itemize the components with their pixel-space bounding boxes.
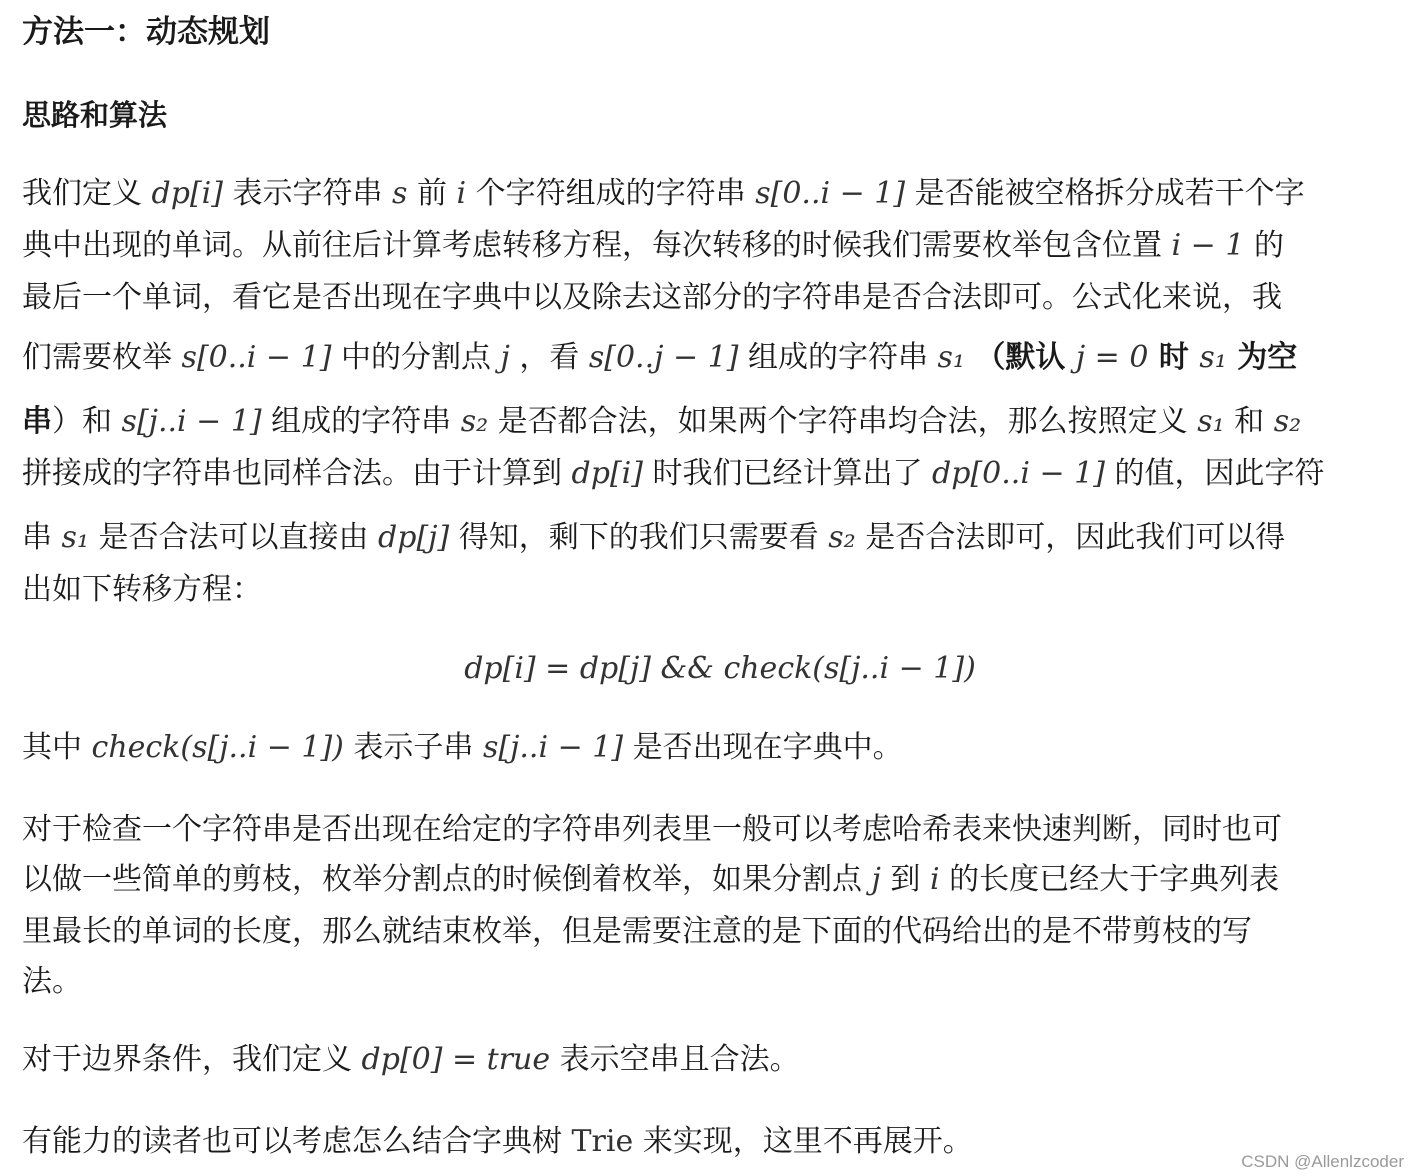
text-run: 是否合法即可，因此我们可以得 <box>855 520 1286 555</box>
text-run: 和 <box>1224 404 1274 439</box>
text-run: 法。 <box>22 964 82 999</box>
text-run: 是否出现在字典中。 <box>623 730 903 765</box>
text-run: ）和 <box>52 404 122 439</box>
math-expression: dp[0..i − 1] <box>932 456 1105 491</box>
math-expression: s[j..i − 1] <box>121 404 262 439</box>
math-expression: s[0..i − 1] <box>181 340 332 375</box>
text-run: 中的分割点 <box>331 340 501 375</box>
section-heading: 思路和算法 <box>22 98 168 132</box>
math-expression: Trie <box>571 1124 634 1159</box>
text-run: 得知，剩下的我们只需要看 <box>449 520 829 555</box>
text-run: 的长度已经大于字典列表 <box>939 862 1280 897</box>
bold-text: 时 <box>1148 340 1200 375</box>
text-line <box>22 1038 800 1082</box>
text-run: 出如下转移方程： <box>22 572 262 607</box>
math-expression: i − 1 <box>1171 228 1245 263</box>
math-expression: i <box>929 862 940 897</box>
text-run: 的 <box>1244 228 1284 263</box>
text-run: ，看 <box>509 340 589 375</box>
text-line <box>22 1120 973 1164</box>
text-run: 是否合法可以直接由 <box>88 520 379 555</box>
text-line <box>22 858 1279 902</box>
math-expression: j <box>871 862 881 897</box>
math-expression: check(s[j..i − 1]) <box>91 730 344 765</box>
transition-equation: dp[i] = dp[j] && check(s[j..i − 1]) <box>464 651 976 686</box>
bold-text: 为空 <box>1226 340 1298 375</box>
math-expression: s₁ <box>1199 340 1227 375</box>
text-run: 串 <box>22 520 62 555</box>
text-run: 对于检查一个字符串是否出现在给定的字符串列表里一般可以考虑哈希表来快速判断，同时也可 <box>22 812 1282 847</box>
text-run: 表示子串 <box>343 730 483 765</box>
math-expression: s[0..i − 1] <box>755 176 906 211</box>
csdn-watermark: CSDN @Allenlzcoder <box>1241 1152 1404 1171</box>
text-run: 组成的字符串 <box>738 340 938 375</box>
math-expression: j = 0 <box>1075 340 1149 375</box>
text-run: 是否能被空格拆分成若干个字 <box>905 176 1305 211</box>
math-expression: dp[j] <box>378 520 450 555</box>
math-expression: s[0..j − 1] <box>588 340 739 375</box>
text-line <box>22 910 1252 954</box>
text-run: 对于边界条件，我们定义 <box>22 1042 362 1077</box>
math-expression: j <box>500 340 510 375</box>
text-run: 来实现，这里不再展开。 <box>633 1124 973 1159</box>
text-run: 个字符组成的字符串 <box>466 176 756 211</box>
math-expression: dp[i] <box>571 456 643 491</box>
math-expression: s₁ <box>937 340 965 375</box>
text-run: 有能力的读者也可以考虑怎么结合字典树 <box>22 1124 572 1159</box>
text-run: 到 <box>880 862 930 897</box>
text-run: 是否都合法，如果两个字符串均合法，那么按照定义 <box>488 404 1198 439</box>
math-expression: s₂ <box>1273 404 1302 439</box>
text-line <box>22 452 1324 496</box>
text-run: 以做一些简单的剪枝，枚举分割点的时候倒着枚举，如果分割点 <box>22 862 872 897</box>
math-expression: i <box>456 176 467 211</box>
method-heading: 方法一：动态规划 <box>22 14 270 50</box>
math-expression: s₂ <box>460 404 489 439</box>
text-run: 表示字符串 <box>222 176 393 211</box>
text-line <box>22 172 1305 216</box>
text-line <box>22 276 1282 320</box>
text-run: 表示空串且合法。 <box>550 1042 800 1077</box>
text-line <box>22 568 262 612</box>
text-line <box>22 516 1285 560</box>
text-run: 最后一个单词，看它是否出现在字典中以及除去这部分的字符串是否合法即可。公式化来说，我 <box>22 280 1282 315</box>
bold-text: 串 <box>22 404 52 439</box>
text-run: 里最长的单词的长度，那么就结束枚举，但是需要注意的是下面的代码给出的是不带剪枝的写 <box>22 914 1252 949</box>
text-run: 时我们已经计算出了 <box>642 456 933 491</box>
math-expression: s[j..i − 1] <box>482 730 624 765</box>
text-line <box>22 960 82 1004</box>
text-run: 前 <box>407 176 457 211</box>
math-expression: s <box>392 176 408 211</box>
text-run: 们需要枚举 <box>22 340 182 375</box>
text-run: 我们定义 <box>22 176 152 211</box>
text-line <box>22 808 1282 852</box>
text-run: 组成的字符串 <box>261 404 461 439</box>
text-line <box>22 336 1297 380</box>
math-expression: s₁ <box>61 520 89 555</box>
text-run: 的值，因此字符 <box>1104 456 1325 491</box>
math-expression: dp[i] <box>151 176 223 211</box>
math-expression: s₂ <box>828 520 856 555</box>
text-run: 拼接成的字符串也同样合法。由于计算到 <box>22 456 572 491</box>
text-run: 典中出现的单词。从前往后计算考虑转移方程，每次转移的时候我们需要枚举包含位置 <box>22 228 1172 263</box>
text-run: 其中 <box>22 730 92 765</box>
text-line <box>22 400 1301 444</box>
math-expression: dp[0] = true <box>361 1042 551 1077</box>
text-line <box>22 726 903 770</box>
bold-text: （默认 <box>964 340 1076 375</box>
text-line <box>22 224 1284 268</box>
math-expression: s₁ <box>1197 404 1225 439</box>
